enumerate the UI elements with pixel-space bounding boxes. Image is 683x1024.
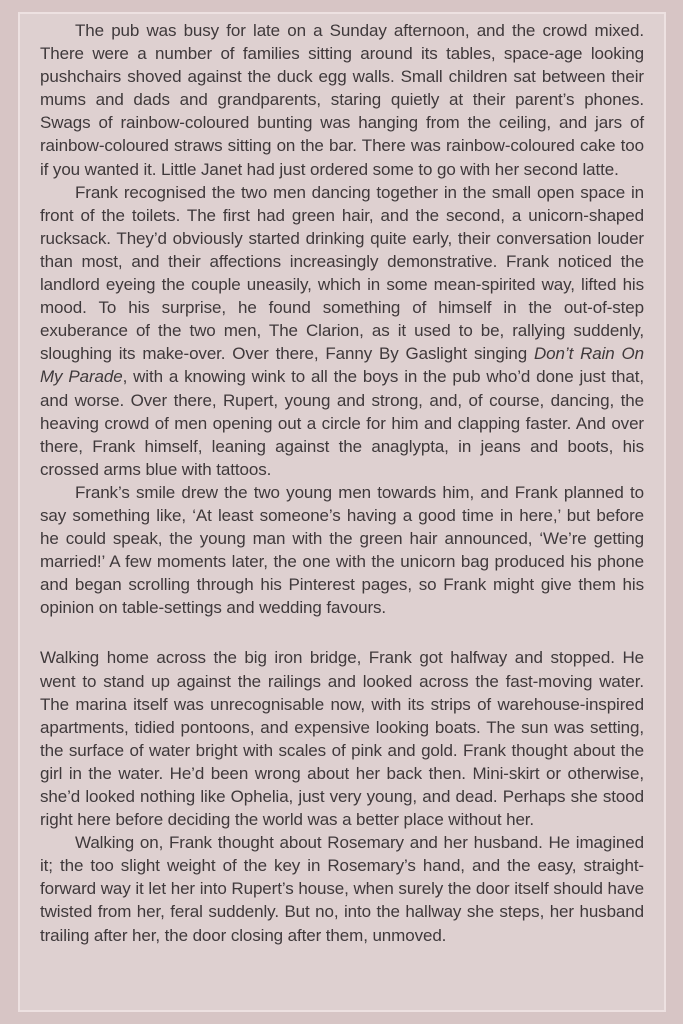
paragraph-two-men-dancing <box>40 181 644 481</box>
paragraph-iron-bridge: Walking home across the big iron bridge, Frank got halfway and stopped. He went to stand up against the railings and looked across the fast-moving water. The marina itself was unrecognisable now, with its strips of warehouse-inspired apartments, tidied pontoons, and expensive looking boats. The sun was setting, the surface of water bright with scales of pink and gold. Frank thought about the girl in the water. He’d been wrong about her back then. Mini-skirt or otherwise, she’d looked nothing like Ophelia, just very young, and dead. Perhaps she stood right here before deciding the world was a better place without her. <box>40 648 644 830</box>
song-title-italic: Don’t Rain On My Parade <box>40 344 644 387</box>
paragraph-two-men-text-before: Frank recognised the two men dancing together in the small open space in front of the toilets. The first had green hair, and the second, a unicorn-shaped rucksack. They’d obviously started drinking quite early, their conversation louder than most, and their affections increasingly demonstrative. Frank noticed the landlord eyeing the couple uneasily, which in some mean-spirited way, lifted his mood. To his surprise, he found something of himself in the out-of-step exuberance of the two men, The Clarion, as it used to be, rallying suddenly, sloughing its make-over. Over there, Fanny By Gaslight singing <box>40 182 644 364</box>
paragraph-rosemary: Walking on, Frank thought about Rosemary and her husband. He imagined it; the too slight weight of the key in Rosemary’s hand, and the easy, straight-forward way it let her into Rupert’s house, when surely the door itself should have twisted from her, feral suddenly. But no, into the hallway she steps, her husband trailing after her, the door closing after them, unmoved. <box>40 833 644 945</box>
paragraph-pub-scene: The pub was busy for late on a Sunday afternoon, and the crowd mixed. There were a number of families sitting around its tables, space-age looking pushchairs shoved against the duck egg walls. Small children sat between their mums and dads and grandparents, staring quietly at their parent’s phones. Swags of rainbow-coloured bunting was hanging from the ceiling, and jars of rainbow-coloured straws sitting on the bar. There was rainbow-coloured cake too if you wanted it. Little Janet had just ordered some to go with her second latte. <box>40 21 644 179</box>
paragraph-getting-married: Frank’s smile drew the two young men towards him, and Frank planned to say something like, ‘At least someone’s having a good time in here,’ but before he could speak, the young man with the green hair announced, ‘We’re getting married!’ A few moments later, the one with the unicorn bag produced his phone and began scrolling through his Pinterest pages, so Frank might give them his opinion on table-settings and wedding favours. <box>40 482 644 618</box>
paragraph-two-men-text-after: , with a knowing wink to all the boys in the pub who’d done just that, and worse. Over there, Rupert, young and strong, and, of course, dancing, the heaving crowd of men opening out a circle for him and clapping faster. And over there, Frank himself, leaning against the anaglypta, in jeans and boots, his crossed arms blue with tattoos. <box>40 367 644 479</box>
text-panel <box>18 12 666 1012</box>
